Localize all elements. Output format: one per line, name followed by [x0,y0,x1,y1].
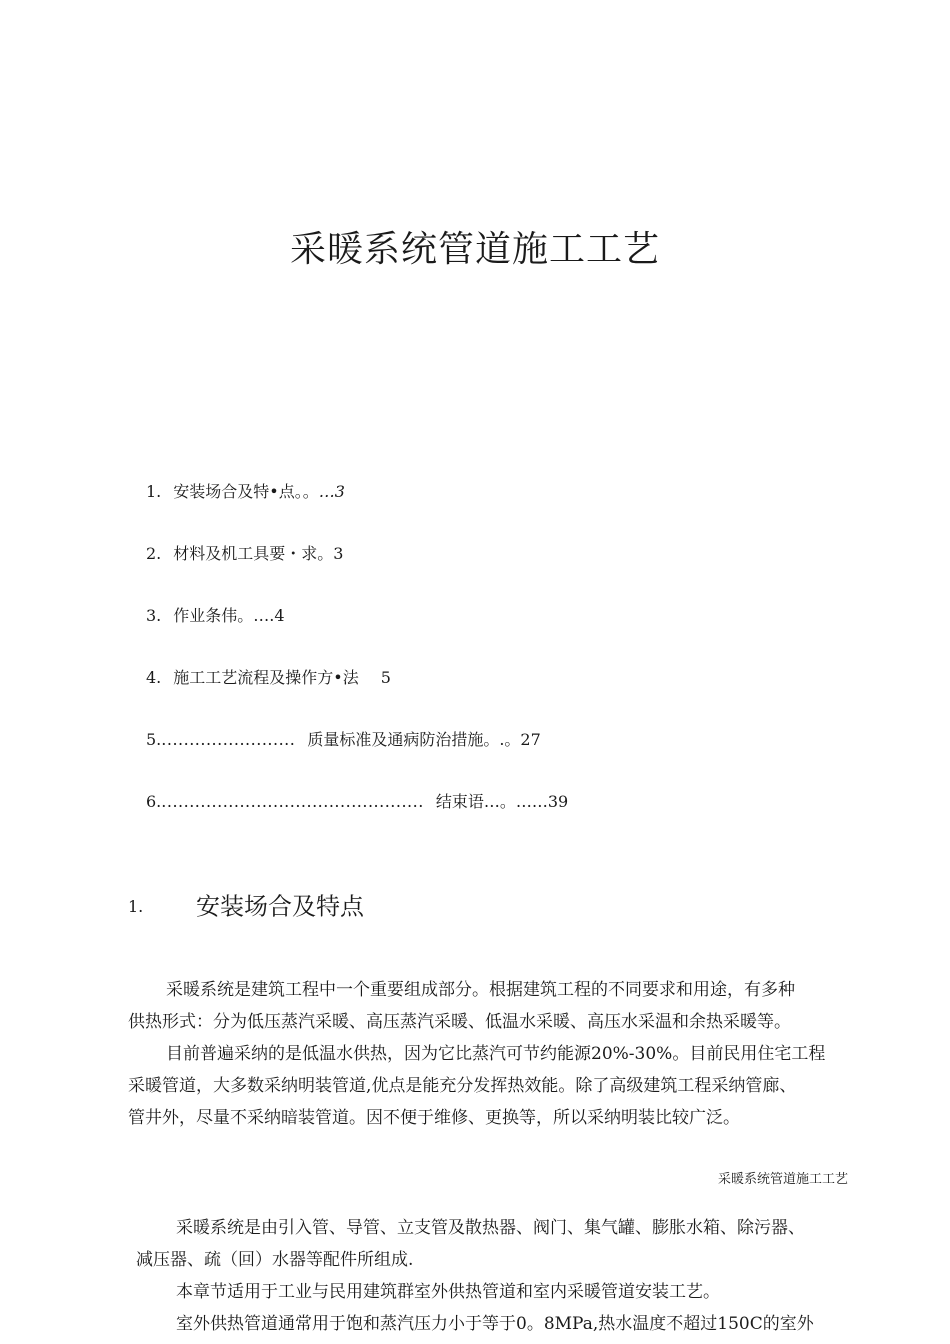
toc-entry-leader: ............................................... [161,792,424,811]
toc-entry-text: 材料及机工具要・求。 [173,544,334,563]
toc-entry-6[interactable] [146,790,568,814]
body-paragraph-2 [128,1038,825,1134]
paragraph-line: 本章节适用于工业与民用建筑群室外供热管道和室内采暖管道安装工艺。 [176,1282,720,1302]
toc-entry-number: 1. [146,482,162,501]
toc-entry-text: 质量标准及通病防治措施。.。 [307,730,521,749]
toc-entry-page: .4 [269,606,285,625]
paragraph-line: 供热形式：分为低压蒸汽采暖、高压蒸汽采暖、低温水采暖、高压水采温和余热采暖等。 [128,1012,791,1032]
section-number: 1. [128,896,144,916]
toc-entry-1[interactable] [146,480,345,504]
toc-entry-4[interactable] [146,666,391,690]
paragraph-line: 采暖管道，大多数采纳明装管道,优点是能充分发挥热效能。除了高级建筑工程采纳管廊、 [128,1076,797,1096]
paragraph-line: 采暖系统是建筑工程中一个重要组成部分。根据建筑工程的不同要求和用途，有多种 [166,980,795,1000]
toc-entry-2[interactable] [146,542,343,566]
body-paragraph-3 [136,1212,805,1276]
toc-entry-number: 6. [146,792,162,811]
toc-entry-page: ……39 [515,792,569,811]
paragraph-line: 目前普遍采纳的是低温水供热，因为它比蒸汽可节约能源20%-30%。目前民用住宅工程 [166,1044,826,1064]
toc-entry-text: 作业条伟。… [173,606,270,625]
toc-entry-number: 4. [146,668,162,687]
toc-entry-3[interactable] [146,604,285,628]
paragraph-line: 采暖系统是由引入管、导管、立支管及散热器、阀门、集气罐、膨胀水箱、除污器、 [176,1218,805,1238]
toc-entry-page: …3 [318,482,345,501]
section-heading [128,887,364,925]
running-header: 采暖系统管道施工工艺 [717,1172,848,1187]
document-title: 采暖系统管道施工工艺 [289,229,660,270]
paragraph-line: 管井外，尽量不采纳暗装管道。因不便于维修、更换等，所以采纳明装比较广泛。 [128,1108,740,1128]
paragraph-line: 室外供热管道通常用于饱和蒸汽压力小于等于0。8MPa,热水温度不超过150C的室外 [176,1314,814,1334]
paragraph-line: 减压器、疏（回）水器等配件所组成. [136,1250,414,1270]
toc-entry-page: 27 [520,730,541,749]
body-paragraph-1 [128,974,795,1038]
section-title: 安装场合及特点 [196,892,364,921]
toc-entry-text: 安装场合及特•点。。 [173,482,319,501]
toc-entry-number: 2. [146,544,162,563]
toc-entry-5[interactable] [146,728,541,752]
body-paragraph-4 [176,1276,720,1308]
toc-entry-text: 结束语…。 [435,792,516,811]
toc-entry-text: 施工工艺流程及操作方•法 [173,668,359,687]
toc-entry-number: 3. [146,606,162,625]
toc-entry-leader: ........................ [161,730,296,749]
toc-entry-page: 3 [333,544,344,563]
body-paragraph-5 [176,1308,814,1340]
toc-entry-number: 5. [146,730,162,749]
toc-entry-page: 5 [380,668,391,687]
